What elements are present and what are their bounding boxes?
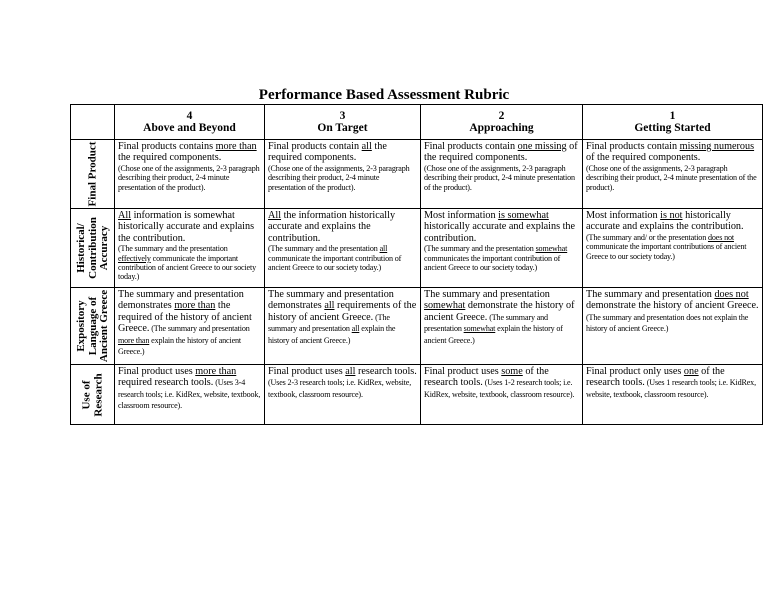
rubric-cell bbox=[421, 209, 583, 288]
cell-text: The summary and presentation demonstrates bbox=[118, 289, 244, 312]
rubric-cell bbox=[265, 365, 421, 425]
cell-text: Most information bbox=[424, 210, 499, 221]
cell-emphasis: all bbox=[324, 300, 335, 312]
level-header bbox=[583, 105, 763, 140]
cell-text: information is somewhat historically accurate and explains the contribution. bbox=[118, 210, 255, 244]
cell-note: (Uses 2-3 research tools; i.e. KidRex, website, textbook, classroom resource). bbox=[268, 378, 412, 399]
cell-note: (The summary and presentation does not explain the history of ancient Greece.) bbox=[586, 312, 749, 334]
cell-emphasis: somewhat bbox=[424, 300, 466, 312]
cell-text: historically accurate and explains the contribution. bbox=[424, 221, 576, 244]
table-row bbox=[71, 140, 763, 209]
cell-text: Final product uses bbox=[424, 366, 502, 377]
rubric-table bbox=[70, 104, 763, 425]
rubric-cell bbox=[115, 365, 265, 425]
cell-note: (The summary and/ or the presentation does not communicate the important contributions of ancient Greece to our society today.) bbox=[586, 232, 747, 261]
cell-text: requirements of the history of ancient Greece. bbox=[268, 300, 417, 323]
cell-note: (Uses 3-4 research tools; i.e. KidRex, website, textbook, classroom resource). bbox=[118, 378, 261, 411]
cell-text: The summary and presentation demonstrates bbox=[268, 289, 394, 312]
table-row bbox=[71, 209, 763, 288]
level-score: 4 bbox=[186, 109, 193, 122]
rubric-cell bbox=[115, 140, 265, 209]
cell-emphasis: is not bbox=[660, 210, 683, 221]
cell-text: the information historically accurate and explains the contribution. bbox=[268, 210, 396, 244]
level-score: 1 bbox=[669, 109, 676, 122]
criterion-label: Language of bbox=[85, 296, 98, 356]
cell-note: (The summary and the presentation all communicate the important contribution of ancient Greece to our society today.) bbox=[268, 244, 402, 273]
cell-note: (The summary and presentation all explain the history of ancient Greece.) bbox=[268, 312, 396, 345]
cell-text: the required components. bbox=[268, 141, 387, 164]
cell-text: The summary and presentation bbox=[424, 289, 550, 300]
criterion-label: Ancient Greece bbox=[97, 289, 110, 363]
cell-note: (The summary and the presentation somewhat communicates the important contribution of ancient Greece to our society today.) bbox=[424, 244, 568, 273]
cell-text: Final product uses bbox=[268, 366, 346, 377]
table-row bbox=[71, 365, 763, 425]
cell-text: demonstrate the history of ancient Greece. bbox=[586, 300, 759, 312]
cell-note: (Chose one of the assignments, 2-3 paragraph describing their product, 2-4 minute presentation of the product). bbox=[586, 163, 757, 192]
cell-note: (The summary and the presentation effectively communicate the important contribution of ancient Greece to our society today.) bbox=[118, 244, 256, 282]
rubric-cell bbox=[421, 365, 583, 425]
level-label: Approaching bbox=[469, 122, 534, 134]
cell-text: the required of the history of ancient Greece. bbox=[118, 300, 252, 335]
cell-text: of the research tools. bbox=[586, 366, 725, 389]
level-header bbox=[115, 105, 265, 140]
cell-text: demonstrate the history of ancient Greece. bbox=[424, 300, 575, 323]
cell-note: (Chose one of the assignments, 2-3 paragraph describing their product, 2-4 minute presentation of the product). bbox=[118, 163, 260, 192]
rubric-cell bbox=[265, 140, 421, 209]
criterion-label: Final Product bbox=[85, 141, 98, 207]
cell-text: Final products contain bbox=[424, 141, 518, 152]
cell-note: (Uses 1-2 research tools; i.e. KidRex, website, textbook, classroom resource). bbox=[424, 378, 575, 399]
criterion-label: Expository bbox=[74, 300, 87, 352]
cell-emphasis: All bbox=[268, 210, 282, 221]
cell-text: The summary and presentation bbox=[586, 289, 715, 300]
cell-emphasis: one missing bbox=[517, 141, 567, 152]
cell-text: the required components. bbox=[118, 152, 222, 164]
cell-text: Final products contain bbox=[586, 141, 680, 152]
level-header bbox=[265, 105, 421, 140]
criterion-label: Historical/ bbox=[74, 223, 87, 273]
criterion-label: Contribution bbox=[85, 217, 98, 279]
cell-text: of the required components. bbox=[424, 141, 578, 164]
criterion-label: Use of bbox=[80, 379, 92, 410]
criterion-cell bbox=[71, 365, 115, 425]
criterion-label: Research bbox=[91, 372, 104, 417]
level-score: 2 bbox=[498, 109, 505, 122]
cell-emphasis: some bbox=[501, 366, 523, 377]
cell-text: of the research tools. bbox=[424, 366, 549, 389]
rubric-cell bbox=[265, 288, 421, 365]
cell-emphasis: more than bbox=[195, 366, 237, 377]
level-header bbox=[421, 105, 583, 140]
cell-text: required research tools. bbox=[118, 377, 214, 389]
rubric-cell bbox=[265, 209, 421, 288]
cell-emphasis: does not bbox=[714, 289, 749, 300]
cell-emphasis: All bbox=[118, 210, 132, 221]
cell-note: (The summary and presentation more than explain the history of ancient Greece.) bbox=[118, 324, 250, 357]
rubric-cell bbox=[583, 288, 763, 365]
cell-emphasis: is somewhat bbox=[498, 210, 549, 221]
cell-emphasis: more than bbox=[215, 141, 257, 152]
page-title: Performance Based Assessment Rubric bbox=[258, 87, 510, 103]
criterion-label: Accuracy bbox=[97, 225, 110, 271]
header-row bbox=[71, 105, 763, 140]
rubric-cell bbox=[583, 365, 763, 425]
cell-text: Final product uses bbox=[118, 366, 196, 377]
rubric-cell bbox=[115, 288, 265, 365]
cell-text: Final products contains bbox=[118, 141, 216, 152]
cell-emphasis: one bbox=[683, 366, 699, 377]
criterion-cell bbox=[71, 140, 115, 209]
cell-emphasis: all bbox=[345, 366, 356, 377]
cell-note: (Uses 1 research tools; i.e. KidRex, website, textbook, classroom resource). bbox=[586, 378, 756, 399]
cell-text: historically accurate and explains the contribution. bbox=[586, 210, 744, 233]
cell-text: Final products contain bbox=[268, 141, 362, 152]
cell-text: Most information bbox=[586, 210, 661, 221]
level-label: Getting Started bbox=[634, 122, 711, 134]
criterion-cell bbox=[71, 209, 115, 288]
cell-note: (Chose one of the assignments, 2-3 paragraph describing their product, 2-4 minute presentation of the product). bbox=[424, 163, 575, 192]
corner-cell bbox=[71, 105, 115, 140]
rubric-cell bbox=[115, 209, 265, 288]
rubric-cell bbox=[583, 209, 763, 288]
cell-note: (Chose one of the assignments, 2-3 paragraph describing their product, 2-4 minute presentation of the product). bbox=[268, 163, 410, 192]
cell-emphasis: all bbox=[361, 141, 372, 152]
level-label: On Target bbox=[317, 122, 368, 134]
rubric-cell bbox=[583, 140, 763, 209]
cell-note: (The summary and presentation somewhat explain the history of ancient Greece.) bbox=[424, 312, 563, 345]
cell-text: of the required components. bbox=[586, 152, 701, 164]
cell-emphasis: more than bbox=[174, 300, 216, 312]
cell-text: research tools. bbox=[355, 366, 417, 377]
rubric-cell bbox=[421, 140, 583, 209]
rubric-cell bbox=[421, 288, 583, 365]
criterion-cell bbox=[71, 288, 115, 365]
level-score: 3 bbox=[339, 109, 346, 122]
table-row bbox=[71, 288, 763, 365]
cell-emphasis: missing numerous bbox=[679, 141, 755, 152]
level-label: Above and Beyond bbox=[143, 122, 236, 134]
cell-text: Final product only uses bbox=[586, 366, 684, 377]
